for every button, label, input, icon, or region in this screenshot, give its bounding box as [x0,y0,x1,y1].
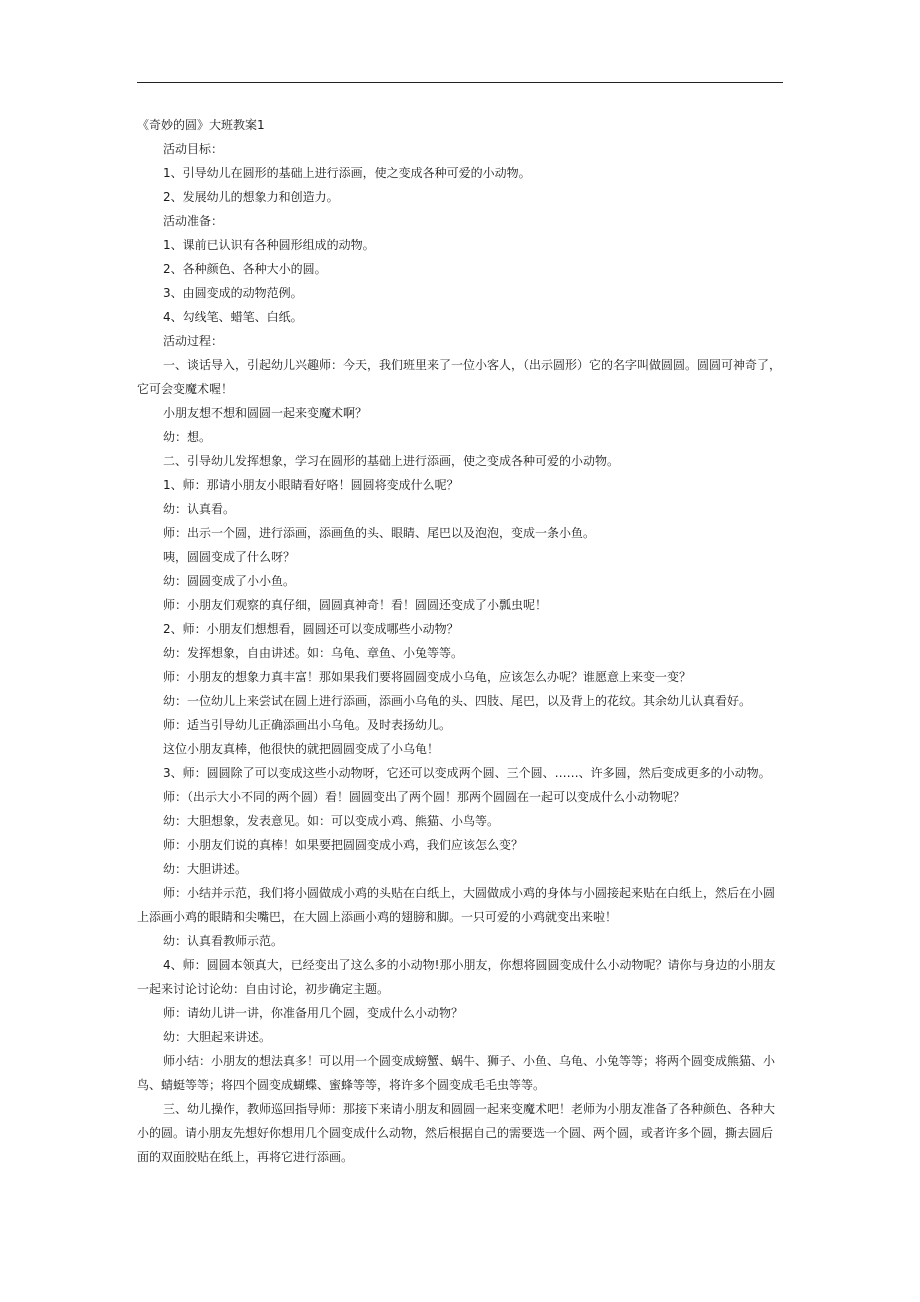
paragraph: 3、由圆变成的动物范例。 [163,286,303,300]
paragraph: 4、勾线笔、蜡笔、白纸。 [163,310,303,324]
paragraph: 师：（出示大小不同的两个圆）看！圆圆变出了两个圆！那两个圆圆在一起可以变成什么小动物呢？ [163,790,686,804]
paragraph: 幼：一位幼儿上来尝试在圆上进行添画，添画小乌龟的头、四肢、尾巴，以及背上的花纹。其余幼儿认真看好。 [163,694,752,708]
header-rule [137,82,783,83]
document-body [137,113,783,1169]
paragraph: 咦，圆圆变成了什么呀？ [163,550,296,564]
paragraph: 师：小结并示范，我们将小圆做成小鸡的头贴在白纸上，大圆做成小鸡的身体与小圆接起来贴在白纸上，然后在小圆上添画小鸡的眼睛和尖嘴巴，在大圆上添画小鸡的翅膀和脚。一只可爱的小鸡就变出来啦！ [137,886,776,924]
paragraph: 师小结：小朋友的想法真多！可以用一个圆变成螃蟹、蜗牛、狮子、小鱼、乌龟、小兔等等；将两个圆变成熊猫、小鸟、蜻蜓等等；将四个圆变成蝴蝶、蜜蜂等等，将许多个圆变成毛毛虫等等。 [137,1054,776,1092]
paragraph: 小朋友想不想和圆圆一起来变魔术啊？ [163,406,368,420]
paragraph: 幼：大胆起来讲述。 [163,1030,272,1044]
paragraph: 师：小朋友的想象力真丰富！那如果我们要将圆圆变成小乌龟，应该怎么办呢？谁愿意上来变一变？ [163,670,692,684]
paragraph: 2、师：小朋友们想想看，圆圆还可以变成哪些小动物？ [163,622,459,636]
paragraph: 1、课前已认识有各种圆形组成的动物。 [163,238,375,252]
paragraph: 3、师：圆圆除了可以变成这些小动物呀，它还可以变成两个圆、三个圆、……、许多圆，然后变成更多的小动物。 [163,766,771,780]
paragraph: 4、师：圆圆本领真大，已经变出了这么多的小动物!那小朋友，你想将圆圆变成什么小动物呢？请你与身边的小朋友一起来讨论讨论幼：自由讨论，初步确定主题。 [137,958,776,996]
paragraph: 幼：大胆想象，发表意见。如：可以变成小鸡、熊猫、小鸟等。 [163,814,500,828]
paragraph: 幼：想。 [163,430,212,444]
paragraph: 这位小朋友真棒，他很快的就把圆圆变成了小乌龟！ [163,742,440,756]
paragraph: 幼：认真看。 [163,502,236,516]
paragraph: 师：请幼儿讲一讲，你准备用几个圆，变成什么小动物？ [163,1006,464,1020]
paragraph: 幼：认真看教师示范。 [163,934,284,948]
paragraph: 一、谈话导入，引起幼儿兴趣师：今天，我们班里来了一位小客人，（出示圆形）它的名字叫做圆圆。圆圆可神奇了，它可会变魔术喔！ [137,358,782,396]
paragraph: 幼：发挥想象，自由讲述。如：乌龟、章鱼、小兔等等。 [163,646,464,660]
paragraph: 1、师：那请小朋友小眼睛看好咯！圆圆将变成什么呢？ [163,478,459,492]
paragraph: 2、各种颜色、各种大小的圆。 [163,262,327,276]
document-title: 《奇妙的圆》大班教案1 [137,118,265,132]
paragraph: 1、引导幼儿在圆形的基础上进行添画，使之变成各种可爱的小动物。 [163,166,531,180]
paragraph: 活动目标： [163,142,224,156]
paragraph: 2、发展幼儿的想象力和创造力。 [163,190,339,204]
paragraph: 幼：大胆讲述。 [163,862,248,876]
paragraph: 师：小朋友们说的真棒！如果要把圆圆变成小鸡，我们应该怎么变？ [163,838,524,852]
paragraph: 师：适当引导幼儿正确添画出小乌龟。及时表扬幼儿。 [163,718,452,732]
paragraph: 活动准备： [163,214,224,228]
paragraph: 幼：圆圆变成了小小鱼。 [163,574,296,588]
paragraph: 师：小朋友们观察的真仔细，圆圆真神奇！看！圆圆还变成了小瓢虫呢！ [163,598,548,612]
paragraph: 二、引导幼儿发挥想象，学习在圆形的基础上进行添画，使之变成各种可爱的小动物。 [163,454,620,468]
paragraph: 三、幼儿操作，教师巡回指导师：那接下来请小朋友和圆圆一起来变魔术吧！老师为小朋友准备了各种颜色、各种大小的圆。请小朋友先想好你想用几个圆变成什么动物，然后根据自己的需要选一个圆、两个圆，或者许多个圆，撕去圆后面的双面胶贴在纸上，再将它进行添画。 [137,1102,776,1164]
paragraph: 师：出示一个圆，进行添画，添画鱼的头、眼睛、尾巴以及泡泡，变成一条小鱼。 [163,526,596,540]
paragraph: 活动过程： [163,334,224,348]
paragraph-list [137,137,783,1169]
